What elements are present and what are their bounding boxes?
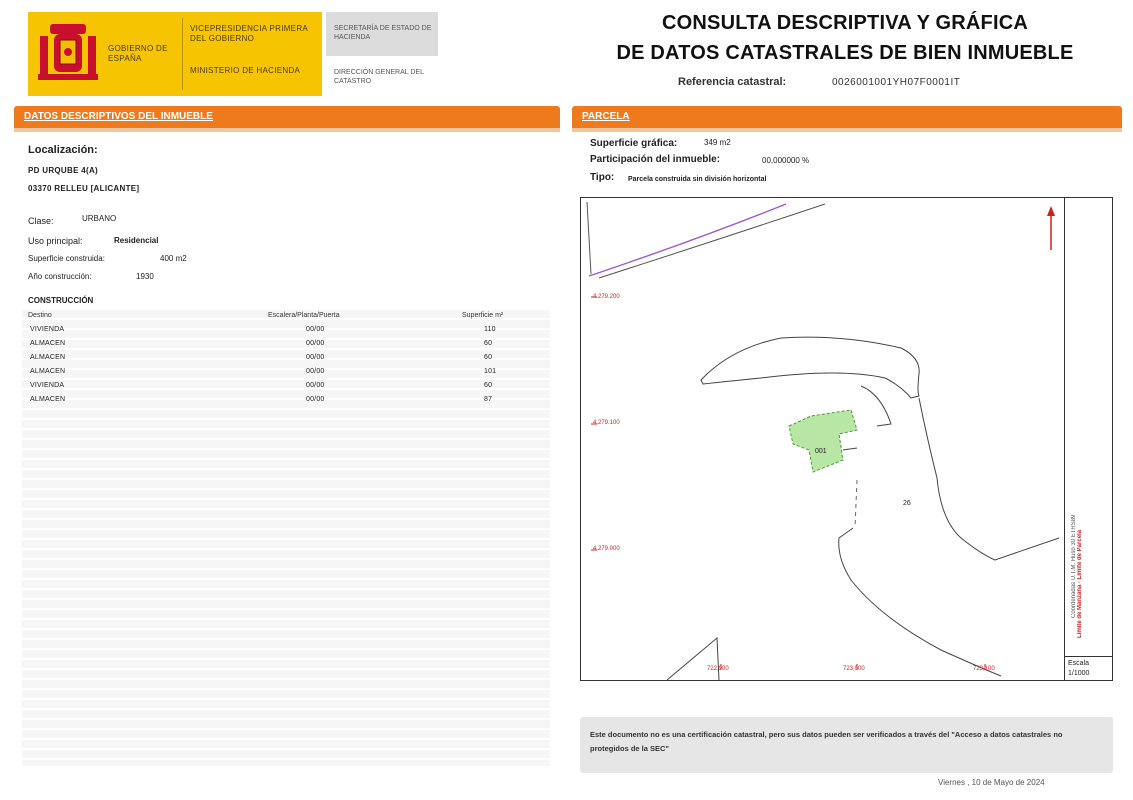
address-line2: 03370 RELLEU [ALICANTE] xyxy=(28,184,140,193)
coord-label-left: 4.279.100 xyxy=(593,420,620,426)
col-superficie: Superficie m² xyxy=(462,312,504,319)
ano-construccion-value: 1930 xyxy=(136,272,154,281)
cell-destino: ALMACEN xyxy=(30,340,66,347)
ministerio-label: MINISTERIO DE HACIENDA xyxy=(190,66,301,75)
referencia-label: Referencia catastral: xyxy=(678,76,787,88)
cell-destino: ALMACEN xyxy=(30,354,66,361)
table-row xyxy=(28,354,548,364)
coord-label-bottom: 723,100 xyxy=(973,666,995,672)
uso-value: Residencial xyxy=(114,236,159,245)
parcel-polygon xyxy=(789,410,857,472)
parcel-label: 001 xyxy=(815,448,827,455)
superficie-grafica-label: Superficie gráfica: xyxy=(590,138,678,149)
vicepresidencia-label: VICEPRESIDENCIA PRIMERA DEL GOBIERNO xyxy=(190,24,308,43)
cell-destino: VIVIENDA xyxy=(30,382,65,389)
parcel-pointer xyxy=(843,448,857,450)
cell-superficie: 60 xyxy=(484,340,493,347)
cell-escalera: 00/00 xyxy=(306,368,325,375)
cell-escalera: 00/00 xyxy=(306,382,325,389)
section-divider xyxy=(572,128,1122,132)
col-escalera: Escalera/Planta/Puerta xyxy=(268,312,340,319)
block-outline xyxy=(701,337,919,398)
cell-escalera: 00/00 xyxy=(306,340,325,347)
table-row xyxy=(28,340,548,350)
road-edge xyxy=(599,204,825,278)
participacion-value: 00,000000 % xyxy=(762,156,810,165)
map-legend-column xyxy=(1064,198,1113,656)
coord-label-left: 4.279.000 xyxy=(593,546,620,552)
construccion-label: CONSTRUCCIÓN xyxy=(28,296,94,305)
table-row xyxy=(28,396,548,406)
construccion-table xyxy=(22,310,550,766)
coordinate-marks xyxy=(591,297,985,670)
cell-superficie: 87 xyxy=(484,396,493,403)
block-outline xyxy=(667,638,719,680)
cell-escalera: 00/00 xyxy=(306,396,325,403)
section-divider xyxy=(14,128,560,132)
block-curve xyxy=(861,386,891,426)
cell-superficie: 101 xyxy=(484,368,497,375)
section-header-parcela xyxy=(572,106,1122,128)
cell-escalera: 00/00 xyxy=(306,354,325,361)
coord-label-bottom: 723,000 xyxy=(843,666,865,672)
document-title-line1: CONSULTA DESCRIPTIVA Y GRÁFICA xyxy=(661,12,1029,34)
dashed-boundary xyxy=(855,480,857,528)
north-arrow-head xyxy=(1047,206,1055,216)
table-row xyxy=(28,368,548,378)
document-title-line2: DE DATOS CATASTRALES DE BIEN INMUEBLE xyxy=(616,42,1074,64)
cell-superficie: 110 xyxy=(484,326,496,333)
block-outline xyxy=(919,398,1059,560)
address-line1: PD URQUBE 4(A) xyxy=(28,166,98,175)
scale-label: Escala xyxy=(1068,660,1090,667)
superficie-value: 400 m2 xyxy=(160,254,187,263)
section-title-parcela: PARCELA xyxy=(582,111,630,122)
localizacion-label: Localización: xyxy=(28,144,98,156)
cell-destino: ALMACEN xyxy=(30,368,66,375)
legend-red-text: Límite de Manzana · Límite de Parcela xyxy=(1077,529,1083,638)
logo-divider xyxy=(182,18,183,90)
cell-destino: VIVIENDA xyxy=(30,326,65,333)
superficie-grafica-value: 349 m2 xyxy=(704,138,731,147)
tipo-label: Tipo: xyxy=(590,172,615,183)
clase-label: Clase: xyxy=(28,216,54,226)
gobierno-label: GOBIERNO DE ESPAÑA xyxy=(108,44,168,63)
cadastral-map xyxy=(580,197,1113,681)
cell-escalera: 00/00 xyxy=(306,326,325,333)
uso-label: Uso principal: xyxy=(28,236,83,246)
section-title-datos: DATOS DESCRIPTIVOS DEL INMUEBLE xyxy=(24,111,213,122)
referencia-value: 0026001001YH07F0001IT xyxy=(832,77,961,88)
plot-number-label: 26 xyxy=(903,500,911,507)
scale-value: 1/1000 xyxy=(1068,670,1090,677)
coat-of-arms-icon xyxy=(36,22,100,88)
participacion-label: Participación del inmueble: xyxy=(590,154,721,165)
cell-superficie: 60 xyxy=(484,382,493,389)
road-boundary xyxy=(589,204,786,276)
direccion-general-label: DIRECCIÓN GENERAL DEL CATASTRO xyxy=(334,69,424,85)
table-header xyxy=(28,312,548,322)
cell-superficie: 60 xyxy=(484,354,493,361)
secretaria-label: SECRETARÍA DE ESTADO DE HACIENDA xyxy=(334,25,432,41)
tipo-value: Parcela construida sin división horizontal xyxy=(628,176,767,183)
document-date: Viernes , 10 de Mayo de 2024 xyxy=(938,778,1045,787)
clase-value: URBANO xyxy=(82,214,117,223)
table-row xyxy=(28,326,548,336)
section-header-datos xyxy=(14,106,560,128)
table-row xyxy=(28,382,548,392)
superficie-label: Superficie construida: xyxy=(28,254,105,263)
cell-destino: ALMACEN xyxy=(30,396,66,403)
road-edge xyxy=(587,202,591,274)
coord-label-left: 4.279.200 xyxy=(593,294,620,300)
col-destino: Destino xyxy=(28,312,52,319)
disclaimer-text: Este documento no es una certificación catastral, pero sus datos pueden ser verificados a través del "Acceso a datos catastrales no protegidos de la SEC" xyxy=(590,730,1063,753)
ano-construccion-label: Año construcción: xyxy=(28,272,92,281)
coord-label-bottom: 722,900 xyxy=(707,666,729,672)
legend-text: Coordenadas U.T.M. Huso 30 ETRS89 xyxy=(1071,514,1077,618)
